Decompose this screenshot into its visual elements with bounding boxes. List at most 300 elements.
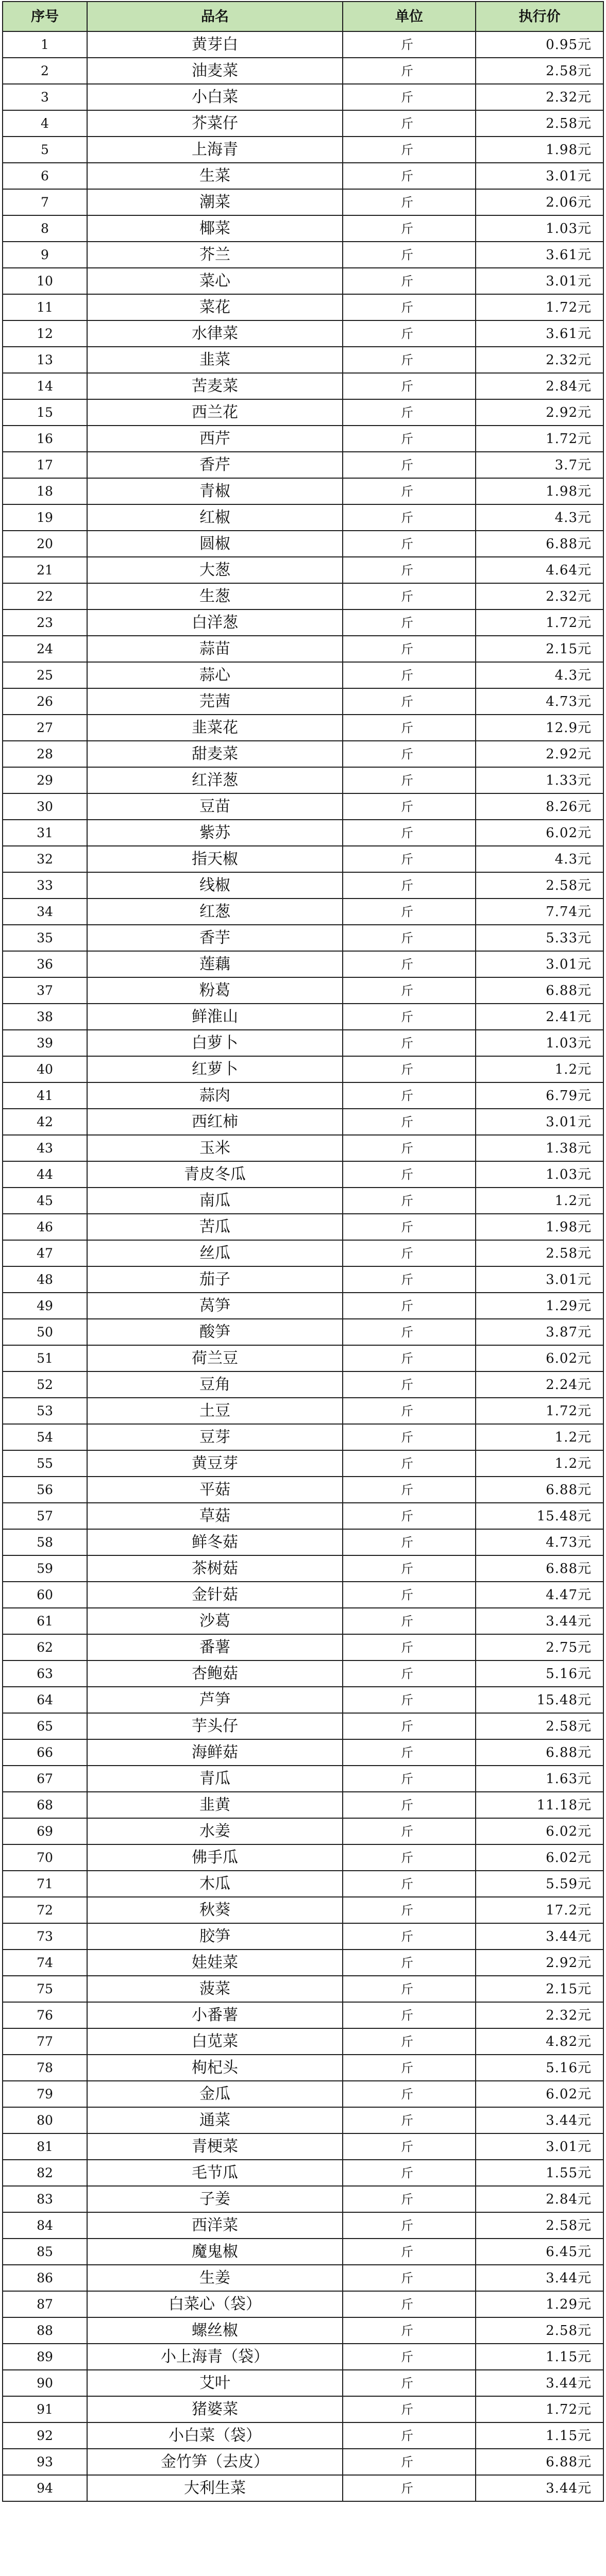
row-index: 55 bbox=[3, 1450, 87, 1477]
row-unit: 斤 bbox=[343, 2475, 476, 2501]
row-price: 2.58元 bbox=[476, 2317, 603, 2344]
row-unit: 斤 bbox=[343, 557, 476, 583]
row-price: 5.16元 bbox=[476, 2055, 603, 2081]
row-index: 59 bbox=[3, 1555, 87, 1582]
row-unit: 斤 bbox=[343, 242, 476, 268]
row-price: 7.74元 bbox=[476, 899, 603, 925]
row-index: 88 bbox=[3, 2317, 87, 2344]
row-index: 3 bbox=[3, 84, 87, 110]
row-name: 海鲜菇 bbox=[87, 1739, 343, 1766]
row-price: 2.58元 bbox=[476, 58, 603, 84]
row-index: 35 bbox=[3, 925, 87, 951]
row-price: 2.58元 bbox=[476, 110, 603, 137]
row-price: 1.72元 bbox=[476, 294, 603, 320]
row-index: 9 bbox=[3, 242, 87, 268]
row-index: 49 bbox=[3, 1293, 87, 1319]
row-price: 1.38元 bbox=[476, 1135, 603, 1161]
row-price: 1.98元 bbox=[476, 1214, 603, 1240]
row-index: 63 bbox=[3, 1660, 87, 1687]
row-unit: 斤 bbox=[343, 399, 476, 426]
row-price: 3.44元 bbox=[476, 1923, 603, 1950]
table-row bbox=[3, 1371, 603, 1398]
row-name: 蒜苗 bbox=[87, 636, 343, 662]
row-name: 生菜 bbox=[87, 163, 343, 189]
table-row bbox=[3, 1424, 603, 1450]
row-price: 2.92元 bbox=[476, 1950, 603, 1976]
row-name: 芫茜 bbox=[87, 688, 343, 715]
table-row bbox=[3, 1135, 603, 1161]
row-name: 玉米 bbox=[87, 1135, 343, 1161]
row-unit: 斤 bbox=[343, 951, 476, 977]
row-index: 70 bbox=[3, 1844, 87, 1871]
table-row bbox=[3, 2239, 603, 2265]
row-name: 白洋葱 bbox=[87, 609, 343, 636]
row-price: 8.26元 bbox=[476, 793, 603, 820]
table-row bbox=[3, 242, 603, 268]
row-name: 秋葵 bbox=[87, 1897, 343, 1923]
row-price: 1.2元 bbox=[476, 1056, 603, 1082]
row-price: 5.33元 bbox=[476, 925, 603, 951]
row-unit: 斤 bbox=[343, 636, 476, 662]
row-name: 菜心 bbox=[87, 268, 343, 294]
row-price: 3.44元 bbox=[476, 2107, 603, 2133]
row-name: 红萝卜 bbox=[87, 1056, 343, 1082]
row-name: 南瓜 bbox=[87, 1188, 343, 1214]
row-unit: 斤 bbox=[343, 163, 476, 189]
row-name: 上海青 bbox=[87, 137, 343, 163]
row-index: 71 bbox=[3, 1871, 87, 1897]
row-unit: 斤 bbox=[343, 294, 476, 320]
row-price: 3.87元 bbox=[476, 1319, 603, 1345]
row-name: 韭黄 bbox=[87, 1792, 343, 1818]
row-unit: 斤 bbox=[343, 715, 476, 741]
row-index: 68 bbox=[3, 1792, 87, 1818]
row-name: 莲藕 bbox=[87, 951, 343, 977]
row-price: 1.03元 bbox=[476, 215, 603, 242]
row-price: 1.03元 bbox=[476, 1030, 603, 1056]
table-row bbox=[3, 2212, 603, 2239]
row-name: 油麦菜 bbox=[87, 58, 343, 84]
row-name: 白菜心（袋） bbox=[87, 2291, 343, 2317]
row-name: 子姜 bbox=[87, 2186, 343, 2212]
row-name: 西洋菜 bbox=[87, 2212, 343, 2239]
row-index: 44 bbox=[3, 1161, 87, 1188]
row-unit: 斤 bbox=[343, 137, 476, 163]
row-index: 16 bbox=[3, 426, 87, 452]
row-name: 芋头仔 bbox=[87, 1713, 343, 1739]
row-index: 29 bbox=[3, 767, 87, 793]
row-price: 3.01元 bbox=[476, 2133, 603, 2160]
row-name: 沙葛 bbox=[87, 1608, 343, 1634]
table-row bbox=[3, 1634, 603, 1660]
row-name: 平菇 bbox=[87, 1477, 343, 1503]
row-name: 小番薯 bbox=[87, 2002, 343, 2028]
row-name: 草菇 bbox=[87, 1503, 343, 1529]
table-row bbox=[3, 2160, 603, 2186]
table-row bbox=[3, 1555, 603, 1582]
row-name: 韭菜 bbox=[87, 347, 343, 373]
row-price: 1.15元 bbox=[476, 2422, 603, 2449]
row-index: 52 bbox=[3, 1371, 87, 1398]
row-price: 3.61元 bbox=[476, 320, 603, 347]
row-unit: 斤 bbox=[343, 2449, 476, 2475]
row-name: 香芹 bbox=[87, 452, 343, 478]
row-price: 1.72元 bbox=[476, 1398, 603, 1424]
row-unit: 斤 bbox=[343, 320, 476, 347]
row-name: 丝瓜 bbox=[87, 1240, 343, 1266]
table-body bbox=[3, 31, 603, 2501]
row-name: 苦麦菜 bbox=[87, 373, 343, 399]
row-unit: 斤 bbox=[343, 820, 476, 846]
table-row bbox=[3, 2055, 603, 2081]
row-index: 64 bbox=[3, 1687, 87, 1713]
table-row bbox=[3, 452, 603, 478]
table-row bbox=[3, 688, 603, 715]
row-price: 6.02元 bbox=[476, 1345, 603, 1371]
table-row bbox=[3, 58, 603, 84]
row-unit: 斤 bbox=[343, 1082, 476, 1109]
table-row bbox=[3, 1792, 603, 1818]
row-index: 34 bbox=[3, 899, 87, 925]
row-name: 娃娃菜 bbox=[87, 1950, 343, 1976]
row-unit: 斤 bbox=[343, 2002, 476, 2028]
row-index: 51 bbox=[3, 1345, 87, 1371]
table-row bbox=[3, 1345, 603, 1371]
row-index: 46 bbox=[3, 1214, 87, 1240]
row-index: 38 bbox=[3, 1004, 87, 1030]
table-row bbox=[3, 846, 603, 872]
table-row bbox=[3, 1214, 603, 1240]
row-price: 2.75元 bbox=[476, 1634, 603, 1660]
row-index: 89 bbox=[3, 2344, 87, 2370]
table-row bbox=[3, 1897, 603, 1923]
row-price: 2.84元 bbox=[476, 2186, 603, 2212]
table-row bbox=[3, 2370, 603, 2396]
row-unit: 斤 bbox=[343, 110, 476, 137]
table-row bbox=[3, 2081, 603, 2107]
row-index: 22 bbox=[3, 583, 87, 609]
table-row bbox=[3, 741, 603, 767]
row-price: 3.01元 bbox=[476, 1266, 603, 1293]
row-price: 6.88元 bbox=[476, 1739, 603, 1766]
table-row bbox=[3, 1713, 603, 1739]
row-index: 54 bbox=[3, 1424, 87, 1450]
row-index: 94 bbox=[3, 2475, 87, 2501]
row-index: 33 bbox=[3, 872, 87, 899]
row-name: 水律菜 bbox=[87, 320, 343, 347]
row-price: 0.95元 bbox=[476, 31, 603, 58]
row-price: 2.84元 bbox=[476, 373, 603, 399]
row-unit: 斤 bbox=[343, 2317, 476, 2344]
row-unit: 斤 bbox=[343, 31, 476, 58]
row-price: 5.16元 bbox=[476, 1660, 603, 1687]
row-name: 西芹 bbox=[87, 426, 343, 452]
row-name: 芥菜仔 bbox=[87, 110, 343, 137]
row-name: 鲜淮山 bbox=[87, 1004, 343, 1030]
row-price: 12.9元 bbox=[476, 715, 603, 741]
row-unit: 斤 bbox=[343, 1923, 476, 1950]
row-unit: 斤 bbox=[343, 2422, 476, 2449]
row-unit: 斤 bbox=[343, 1713, 476, 1739]
row-index: 13 bbox=[3, 347, 87, 373]
row-index: 45 bbox=[3, 1188, 87, 1214]
row-price: 2.92元 bbox=[476, 741, 603, 767]
row-price: 3.01元 bbox=[476, 1109, 603, 1135]
row-unit: 斤 bbox=[343, 2107, 476, 2133]
row-unit: 斤 bbox=[343, 1030, 476, 1056]
row-name: 魔鬼椒 bbox=[87, 2239, 343, 2265]
table-row bbox=[3, 1082, 603, 1109]
row-name: 金竹笋（去皮） bbox=[87, 2449, 343, 2475]
row-name: 金针菇 bbox=[87, 1582, 343, 1608]
row-unit: 斤 bbox=[343, 741, 476, 767]
table-row bbox=[3, 2449, 603, 2475]
table-row bbox=[3, 531, 603, 557]
row-price: 6.02元 bbox=[476, 2081, 603, 2107]
row-unit: 斤 bbox=[343, 2344, 476, 2370]
row-name: 胶笋 bbox=[87, 1923, 343, 1950]
table-row bbox=[3, 2422, 603, 2449]
row-unit: 斤 bbox=[343, 452, 476, 478]
row-index: 86 bbox=[3, 2265, 87, 2291]
row-name: 大利生菜 bbox=[87, 2475, 343, 2501]
row-name: 小白菜（袋） bbox=[87, 2422, 343, 2449]
row-price: 1.29元 bbox=[476, 2291, 603, 2317]
row-price: 2.58元 bbox=[476, 1713, 603, 1739]
row-unit: 斤 bbox=[343, 2081, 476, 2107]
row-price: 1.2元 bbox=[476, 1188, 603, 1214]
row-price: 2.32元 bbox=[476, 2002, 603, 2028]
table-row bbox=[3, 1240, 603, 1266]
table-row bbox=[3, 2107, 603, 2133]
row-index: 41 bbox=[3, 1082, 87, 1109]
row-index: 79 bbox=[3, 2081, 87, 2107]
row-price: 2.15元 bbox=[476, 636, 603, 662]
table-row bbox=[3, 715, 603, 741]
row-price: 1.03元 bbox=[476, 1161, 603, 1188]
row-index: 84 bbox=[3, 2212, 87, 2239]
row-unit: 斤 bbox=[343, 846, 476, 872]
table-row bbox=[3, 215, 603, 242]
row-index: 15 bbox=[3, 399, 87, 426]
row-index: 31 bbox=[3, 820, 87, 846]
row-index: 6 bbox=[3, 163, 87, 189]
row-index: 75 bbox=[3, 1976, 87, 2002]
row-price: 4.73元 bbox=[476, 1529, 603, 1555]
row-name: 蒜心 bbox=[87, 662, 343, 688]
row-name: 莴笋 bbox=[87, 1293, 343, 1319]
row-name: 艾叶 bbox=[87, 2370, 343, 2396]
row-name: 芥兰 bbox=[87, 242, 343, 268]
row-unit: 斤 bbox=[343, 1004, 476, 1030]
row-unit: 斤 bbox=[343, 1450, 476, 1477]
row-index: 27 bbox=[3, 715, 87, 741]
row-index: 56 bbox=[3, 1477, 87, 1503]
row-name: 毛节瓜 bbox=[87, 2160, 343, 2186]
row-unit: 斤 bbox=[343, 426, 476, 452]
table-row bbox=[3, 977, 603, 1004]
table-row bbox=[3, 1503, 603, 1529]
row-index: 47 bbox=[3, 1240, 87, 1266]
row-unit: 斤 bbox=[343, 1582, 476, 1608]
row-price: 3.7元 bbox=[476, 452, 603, 478]
table-row bbox=[3, 478, 603, 504]
table-row bbox=[3, 320, 603, 347]
row-price: 3.61元 bbox=[476, 242, 603, 268]
table-header bbox=[3, 2, 603, 31]
table-row bbox=[3, 872, 603, 899]
row-price: 2.15元 bbox=[476, 1976, 603, 2002]
table-row bbox=[3, 636, 603, 662]
row-index: 32 bbox=[3, 846, 87, 872]
row-price: 15.48元 bbox=[476, 1503, 603, 1529]
row-price: 11.18元 bbox=[476, 1792, 603, 1818]
row-price: 1.2元 bbox=[476, 1424, 603, 1450]
header-index: 序号 bbox=[3, 2, 87, 31]
row-unit: 斤 bbox=[343, 1950, 476, 1976]
row-index: 50 bbox=[3, 1319, 87, 1345]
row-index: 66 bbox=[3, 1739, 87, 1766]
row-price: 15.48元 bbox=[476, 1687, 603, 1713]
row-index: 23 bbox=[3, 609, 87, 636]
row-name: 佛手瓜 bbox=[87, 1844, 343, 1871]
row-unit: 斤 bbox=[343, 1503, 476, 1529]
row-index: 78 bbox=[3, 2055, 87, 2081]
row-unit: 斤 bbox=[343, 793, 476, 820]
row-unit: 斤 bbox=[343, 899, 476, 925]
row-index: 19 bbox=[3, 504, 87, 531]
row-unit: 斤 bbox=[343, 1529, 476, 1555]
row-price: 1.15元 bbox=[476, 2344, 603, 2370]
row-index: 36 bbox=[3, 951, 87, 977]
table-row bbox=[3, 1056, 603, 1082]
row-unit: 斤 bbox=[343, 1687, 476, 1713]
row-price: 2.58元 bbox=[476, 2212, 603, 2239]
row-unit: 斤 bbox=[343, 1266, 476, 1293]
row-name: 黄芽白 bbox=[87, 31, 343, 58]
row-name: 红葱 bbox=[87, 899, 343, 925]
row-name: 大葱 bbox=[87, 557, 343, 583]
row-unit: 斤 bbox=[343, 2370, 476, 2396]
row-unit: 斤 bbox=[343, 2265, 476, 2291]
table-row bbox=[3, 2028, 603, 2055]
row-name: 指天椒 bbox=[87, 846, 343, 872]
row-index: 77 bbox=[3, 2028, 87, 2055]
row-price: 3.01元 bbox=[476, 951, 603, 977]
row-price: 1.98元 bbox=[476, 137, 603, 163]
row-index: 81 bbox=[3, 2133, 87, 2160]
row-index: 72 bbox=[3, 1897, 87, 1923]
row-name: 生葱 bbox=[87, 583, 343, 609]
table-row bbox=[3, 1739, 603, 1766]
row-price: 6.88元 bbox=[476, 1477, 603, 1503]
table-row bbox=[3, 1398, 603, 1424]
row-unit: 斤 bbox=[343, 373, 476, 399]
row-unit: 斤 bbox=[343, 2055, 476, 2081]
row-index: 14 bbox=[3, 373, 87, 399]
row-price: 6.02元 bbox=[476, 820, 603, 846]
row-name: 粉葛 bbox=[87, 977, 343, 1004]
table-row bbox=[3, 1004, 603, 1030]
row-index: 7 bbox=[3, 189, 87, 215]
row-index: 20 bbox=[3, 531, 87, 557]
row-price: 2.58元 bbox=[476, 1240, 603, 1266]
row-name: 紫苏 bbox=[87, 820, 343, 846]
row-unit: 斤 bbox=[343, 268, 476, 294]
row-index: 76 bbox=[3, 2002, 87, 2028]
table-row bbox=[3, 373, 603, 399]
row-index: 53 bbox=[3, 1398, 87, 1424]
row-index: 91 bbox=[3, 2396, 87, 2422]
row-name: 木瓜 bbox=[87, 1871, 343, 1897]
row-price: 1.72元 bbox=[476, 2396, 603, 2422]
row-index: 5 bbox=[3, 137, 87, 163]
table-row bbox=[3, 137, 603, 163]
row-price: 4.73元 bbox=[476, 688, 603, 715]
row-name: 枸杞头 bbox=[87, 2055, 343, 2081]
table-row bbox=[3, 583, 603, 609]
table-row bbox=[3, 1319, 603, 1345]
row-unit: 斤 bbox=[343, 2396, 476, 2422]
row-index: 21 bbox=[3, 557, 87, 583]
row-unit: 斤 bbox=[343, 1188, 476, 1214]
row-index: 58 bbox=[3, 1529, 87, 1555]
table-row bbox=[3, 1109, 603, 1135]
row-price: 4.47元 bbox=[476, 1582, 603, 1608]
row-price: 1.72元 bbox=[476, 426, 603, 452]
table-row bbox=[3, 1450, 603, 1477]
row-index: 2 bbox=[3, 58, 87, 84]
row-price: 2.58元 bbox=[476, 872, 603, 899]
row-unit: 斤 bbox=[343, 1135, 476, 1161]
row-price: 2.32元 bbox=[476, 583, 603, 609]
row-price: 4.3元 bbox=[476, 662, 603, 688]
table-row bbox=[3, 84, 603, 110]
row-index: 73 bbox=[3, 1923, 87, 1950]
row-price: 3.01元 bbox=[476, 163, 603, 189]
row-index: 10 bbox=[3, 268, 87, 294]
row-price: 6.88元 bbox=[476, 531, 603, 557]
row-index: 82 bbox=[3, 2160, 87, 2186]
row-name: 蒜肉 bbox=[87, 1082, 343, 1109]
row-unit: 斤 bbox=[343, 1739, 476, 1766]
row-name: 香芋 bbox=[87, 925, 343, 951]
row-unit: 斤 bbox=[343, 1319, 476, 1345]
table-row bbox=[3, 2291, 603, 2317]
row-index: 39 bbox=[3, 1030, 87, 1056]
row-index: 74 bbox=[3, 1950, 87, 1976]
row-price: 4.3元 bbox=[476, 504, 603, 531]
row-unit: 斤 bbox=[343, 1634, 476, 1660]
table-row bbox=[3, 951, 603, 977]
row-unit: 斤 bbox=[343, 1345, 476, 1371]
row-price: 3.44元 bbox=[476, 2265, 603, 2291]
row-price: 3.44元 bbox=[476, 2475, 603, 2501]
row-price: 1.2元 bbox=[476, 1450, 603, 1477]
row-name: 菜花 bbox=[87, 294, 343, 320]
row-name: 青皮冬瓜 bbox=[87, 1161, 343, 1188]
row-index: 69 bbox=[3, 1818, 87, 1844]
row-unit: 斤 bbox=[343, 1371, 476, 1398]
row-index: 60 bbox=[3, 1582, 87, 1608]
table-row bbox=[3, 504, 603, 531]
table-row bbox=[3, 31, 603, 58]
table-row bbox=[3, 1030, 603, 1056]
row-unit: 斤 bbox=[343, 1792, 476, 1818]
row-name: 圆椒 bbox=[87, 531, 343, 557]
row-name: 西红柿 bbox=[87, 1109, 343, 1135]
row-name: 螺丝椒 bbox=[87, 2317, 343, 2344]
